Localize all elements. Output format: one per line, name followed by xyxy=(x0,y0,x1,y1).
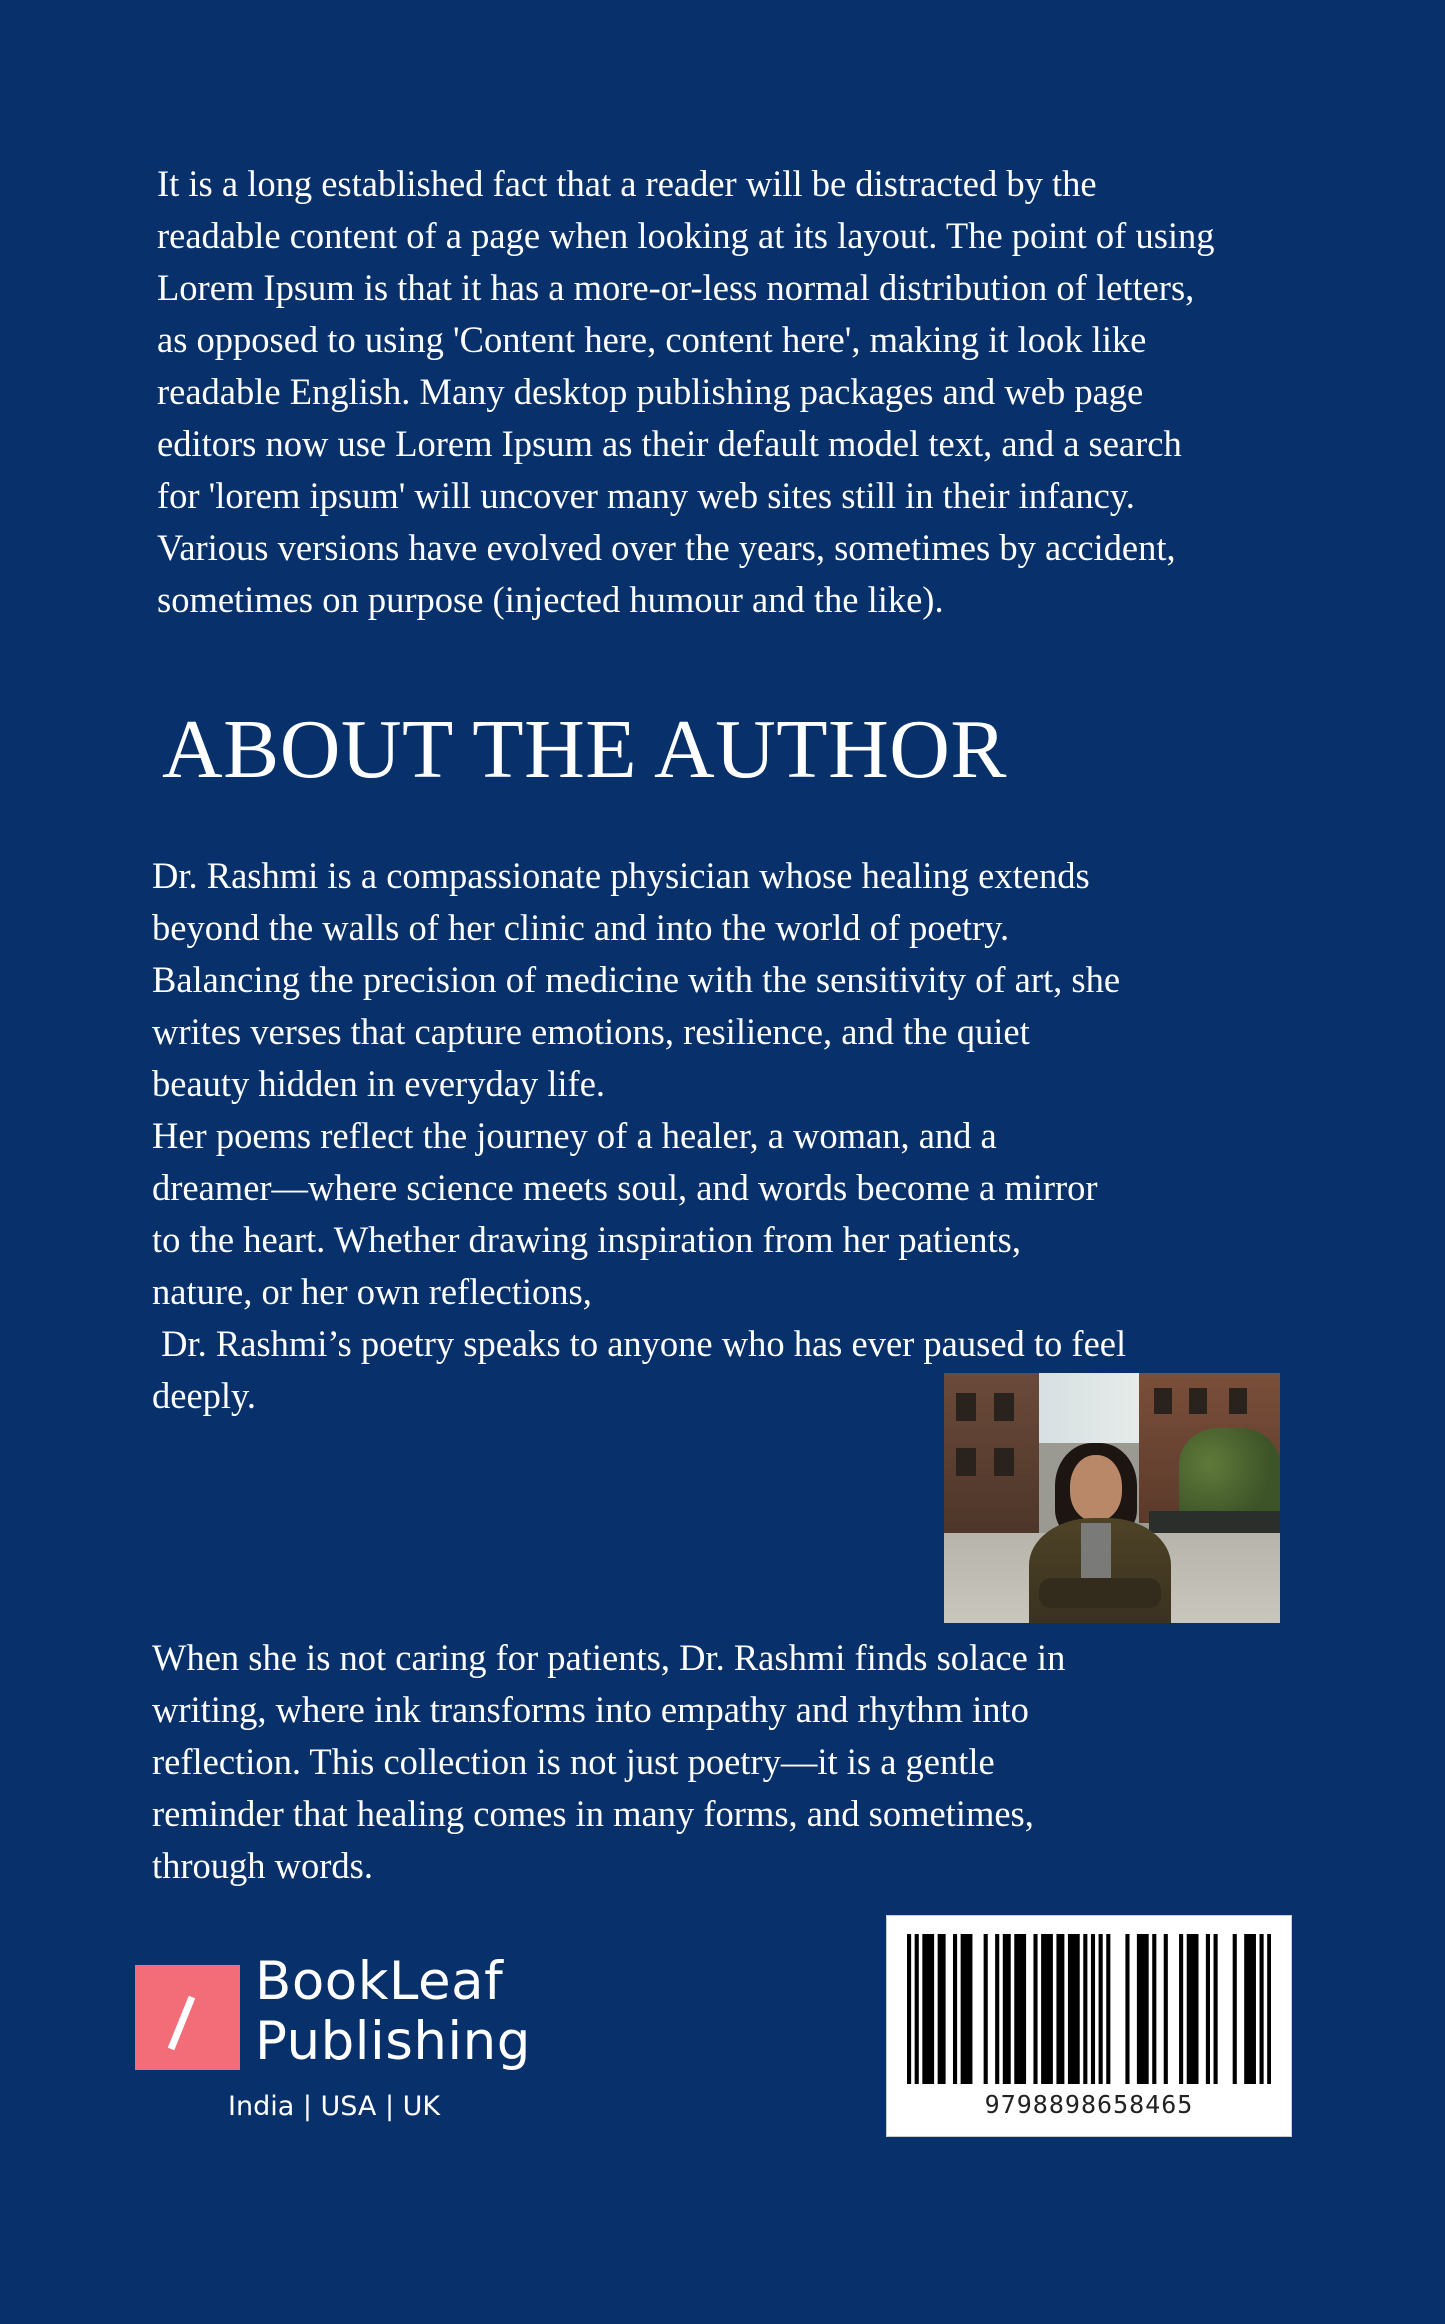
blurb-line: Various versions have evolved over the years, sometimes by accident, xyxy=(157,527,1176,568)
photo-scarf xyxy=(1081,1523,1111,1578)
slash-icon xyxy=(168,1996,195,2051)
barcode-bar xyxy=(1099,1934,1103,2084)
bio-line: Dr. Rashmi’s poetry speaks to anyone who has ever paused to feel xyxy=(152,1323,1127,1364)
barcode-bar xyxy=(930,1934,934,2084)
barcode-bar xyxy=(1056,1934,1060,2084)
photo-window xyxy=(994,1448,1014,1476)
author-bio xyxy=(152,850,1292,1422)
barcode-bar xyxy=(1137,1934,1141,2084)
closing-line: reminder that healing comes in many forms, and sometimes, xyxy=(152,1793,1034,1834)
barcode-bar xyxy=(1206,1934,1210,2084)
closing-line: When she is not caring for patients, Dr. Rashmi finds solace in xyxy=(152,1637,1066,1678)
bio-line: beyond the walls of her clinic and into the world of poetry. xyxy=(152,907,1010,948)
bio-line: deeply. xyxy=(152,1375,257,1416)
barcode-bar xyxy=(938,1934,942,2084)
blurb-line: It is a long established fact that a reader will be distracted by the xyxy=(157,163,1097,204)
barcode-bar xyxy=(1106,1934,1110,2084)
bio-line: writes verses that capture emotions, resilience, and the quiet xyxy=(152,1011,1030,1052)
barcode-bar xyxy=(1083,1934,1087,2084)
barcode-bar xyxy=(1014,1934,1018,2084)
isbn-number: 9798898658465 xyxy=(984,2090,1194,2119)
barcode-bar xyxy=(1003,1934,1007,2084)
publisher-name-line2: Publishing xyxy=(255,2011,531,2072)
photo-face xyxy=(1070,1455,1122,1521)
barcode-bar xyxy=(1068,1934,1072,2084)
blurb-line: Lorem Ipsum is that it has a more-or-less normal distribution of letters, xyxy=(157,267,1195,308)
barcode-bar xyxy=(1152,1934,1156,2084)
barcode-bar xyxy=(1260,1934,1264,2084)
publisher-name xyxy=(255,1952,531,2072)
blurb-line: for 'lorem ipsum' will uncover many web sites still in their infancy. xyxy=(157,475,1135,516)
barcode-bar xyxy=(1233,1934,1237,2084)
closing-line: reflection. This collection is not just poetry—it is a gentle xyxy=(152,1741,995,1782)
barcode-bar xyxy=(1248,1934,1252,2084)
barcode-bar xyxy=(961,1934,965,2084)
barcode-bar xyxy=(1191,1934,1195,2084)
barcode-bar xyxy=(1045,1934,1049,2084)
photo-window xyxy=(956,1393,976,1421)
barcode-bar xyxy=(1252,1934,1256,2084)
bio-line: nature, or her own reflections, xyxy=(152,1271,592,1312)
barcode-bar xyxy=(1018,1934,1022,2084)
blurb-line: editors now use Lorem Ipsum as their default model text, and a search xyxy=(157,423,1182,464)
barcode-bar xyxy=(907,1934,911,2084)
closing-paragraph xyxy=(152,1632,1292,1892)
barcode-bar xyxy=(1187,1934,1191,2084)
barcode-bar xyxy=(941,1934,945,2084)
barcode-bars xyxy=(907,1934,1271,2084)
barcode-bar xyxy=(1060,1934,1064,2084)
author-photo xyxy=(944,1373,1280,1623)
barcode-bar xyxy=(1072,1934,1076,2084)
barcode-bar xyxy=(1244,1934,1248,2084)
barcode-bar xyxy=(1194,1934,1198,2084)
about-author-heading: ABOUT THE AUTHOR xyxy=(162,703,1007,796)
bio-line: Balancing the precision of medicine with the sensitivity of art, she xyxy=(152,959,1121,1000)
barcode-bar xyxy=(926,1934,930,2084)
blurb-line: sometimes on purpose (injected humour and the like). xyxy=(157,579,944,620)
barcode-bar xyxy=(1179,1934,1183,2084)
barcode-bar xyxy=(1022,1934,1026,2084)
bio-line: to the heart. Whether drawing inspiration from her patients, xyxy=(152,1219,1021,1260)
barcode-bar xyxy=(1145,1934,1149,2084)
barcode-bar xyxy=(1033,1934,1037,2084)
barcode-bar xyxy=(984,1934,988,2084)
photo-trees xyxy=(1179,1428,1280,1518)
closing-line: writing, where ink transforms into empathy and rhythm into xyxy=(152,1689,1029,1730)
barcode-bar xyxy=(1214,1934,1218,2084)
barcode-bar xyxy=(1041,1934,1045,2084)
photo-window xyxy=(1154,1388,1172,1414)
publisher-name-line1: BookLeaf xyxy=(255,1951,504,2012)
photo-window xyxy=(956,1448,976,1476)
bio-line: dreamer—where science meets soul, and words become a mirror xyxy=(152,1167,1098,1208)
logo-mark xyxy=(135,1965,240,2070)
photo-window xyxy=(1189,1388,1207,1414)
blurb-line: as opposed to using 'Content here, content here', making it look like xyxy=(157,319,1147,360)
blurb-line: readable English. Many desktop publishing packages and web page xyxy=(157,371,1144,412)
barcode-bar xyxy=(964,1934,968,2084)
barcode-bar xyxy=(953,1934,957,2084)
photo-window xyxy=(994,1393,1014,1421)
barcode-bar xyxy=(1049,1934,1053,2084)
publisher-regions: India | USA | UK xyxy=(228,2091,441,2122)
bio-line: Her poems reflect the journey of a healer, a woman, and a xyxy=(152,1115,997,1156)
barcode-bar xyxy=(1125,1934,1129,2084)
barcode-bar xyxy=(922,1934,926,2084)
barcode-bar xyxy=(1267,1934,1271,2084)
barcode-bar xyxy=(1076,1934,1080,2084)
closing-line: through words. xyxy=(152,1845,374,1886)
publisher-logo xyxy=(135,1951,535,2130)
photo-window xyxy=(1229,1388,1247,1414)
bio-line: beauty hidden in everyday life. xyxy=(152,1063,606,1104)
barcode-bar xyxy=(1091,1934,1095,2084)
bio-line: Dr. Rashmi is a compassionate physician whose healing extends xyxy=(152,855,1090,896)
blurb-paragraph xyxy=(157,158,1337,626)
barcode-bar xyxy=(915,1934,919,2084)
isbn-barcode xyxy=(886,1915,1292,2137)
barcode-bar xyxy=(1141,1934,1145,2084)
barcode-bar xyxy=(1007,1934,1011,2084)
blurb-line: readable content of a page when looking at its layout. The point of using xyxy=(157,215,1215,256)
barcode-bar xyxy=(1164,1934,1168,2084)
barcode-bar xyxy=(995,1934,999,2084)
photo-arms xyxy=(1039,1578,1161,1608)
barcode-bar xyxy=(968,1934,972,2084)
